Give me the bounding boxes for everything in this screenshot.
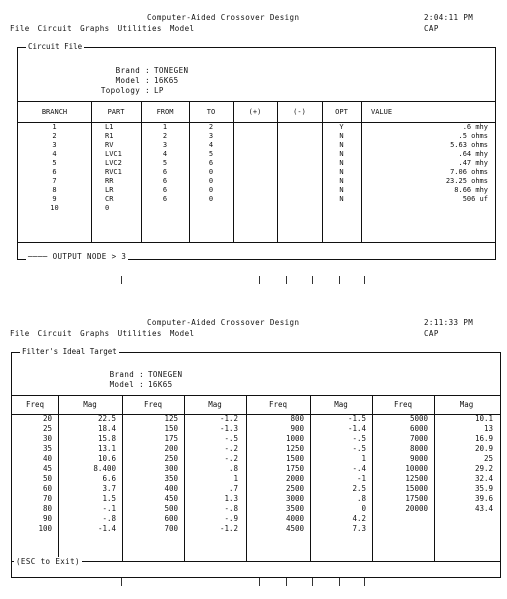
table-cell: -.8	[102, 514, 116, 523]
table-cell: 506 uf	[462, 195, 488, 203]
model-value-2: 16K65	[148, 380, 173, 389]
table-cell	[233, 168, 277, 177]
table-row	[12, 434, 499, 444]
exit-hint[interactable]: (ESC to Exit)	[16, 557, 80, 566]
table-cell: N	[339, 186, 344, 194]
circuit-file-panel	[17, 42, 496, 261]
table-cell: .64 mhy	[458, 150, 488, 158]
panel-title-2: Filter's Ideal Target	[22, 347, 117, 356]
table-row	[18, 204, 494, 213]
brand-value-2: TONEGEN	[148, 370, 183, 379]
table-cell: 15.8	[97, 434, 116, 443]
table-cell: 600	[164, 514, 178, 523]
table-cell: -1.5	[347, 414, 366, 423]
table-cell: CR	[105, 195, 114, 203]
menu-utilities[interactable]: Utilities	[117, 24, 162, 33]
table-cell: 3000	[285, 494, 304, 503]
table-cell: -1.3	[219, 424, 238, 433]
table-cell: 2500	[285, 484, 304, 493]
table-row	[12, 414, 499, 424]
table-cell: 3	[208, 132, 214, 140]
col-freq-3: Freq	[268, 400, 288, 409]
menu-file[interactable]: File	[10, 329, 30, 338]
table-cell: 25	[42, 424, 52, 433]
table-cell: 40	[42, 454, 52, 463]
table-cell: 10.1	[474, 414, 493, 423]
table-cell: 8000	[409, 444, 428, 453]
clock-time-2: 2:11:33 PM	[424, 318, 474, 327]
app-tag-2: CAP	[424, 329, 439, 338]
col-freq-2: Freq	[143, 400, 163, 409]
table-row	[18, 159, 494, 168]
table-row	[12, 444, 499, 454]
col-mag-4: Mag	[459, 400, 474, 409]
table-cell: 20.9	[474, 444, 493, 453]
table-cell	[233, 123, 277, 132]
table-row	[12, 494, 499, 504]
table-cell: 4	[162, 150, 168, 158]
table-cell: 25	[483, 454, 493, 463]
ideal-target-panel	[11, 347, 501, 578]
table-row	[18, 132, 494, 141]
table-cell: 700	[164, 524, 178, 533]
table-cell: LVC2	[105, 159, 122, 167]
menu-circuit[interactable]: Circuit	[37, 329, 73, 338]
col-plus: (+)	[248, 108, 262, 116]
table-cell: 3500	[285, 504, 304, 513]
table-cell: -1.4	[97, 524, 116, 533]
table-cell	[233, 132, 277, 141]
table-cell: 80	[42, 504, 52, 513]
table-cell: 500	[164, 504, 178, 513]
brand-label-2: Brand :	[109, 370, 144, 379]
table-row	[18, 141, 494, 150]
menu-utilities[interactable]: Utilities	[117, 329, 162, 338]
table-cell: N	[339, 150, 344, 158]
app-tag: CAP	[424, 24, 439, 33]
table-cell: 6	[162, 177, 168, 185]
table-cell: 125	[164, 414, 178, 423]
model-label-2: Model :	[109, 380, 144, 389]
table-cell: LVC1	[105, 150, 122, 158]
table-cell	[233, 204, 277, 213]
table-cell	[277, 195, 322, 204]
table-cell: 4	[208, 141, 214, 149]
table-cell: 1000	[285, 434, 304, 443]
col-to: TO	[206, 108, 216, 116]
table-cell: 1	[233, 474, 238, 483]
table-header-row	[12, 395, 499, 414]
table-cell: R1	[105, 132, 114, 140]
table-cell: N	[339, 132, 344, 140]
table-cell	[233, 186, 277, 195]
table-cell: 1	[162, 123, 168, 131]
table-cell: 350	[164, 474, 178, 483]
menu-graphs[interactable]: Graphs	[80, 24, 110, 33]
col-freq-4: Freq	[393, 400, 413, 409]
table-cell: Y	[339, 123, 344, 131]
table-cell: 0	[208, 195, 214, 203]
table-cell: 35.9	[474, 484, 493, 493]
table-cell: 6	[208, 159, 214, 167]
table-row	[18, 150, 494, 159]
table-cell: 7000	[409, 434, 428, 443]
col-from: FROM	[156, 108, 174, 116]
table-cell	[361, 204, 494, 213]
table-cell: 5	[52, 159, 57, 167]
table-cell: 0	[105, 204, 110, 212]
table-cell: 3.7	[102, 484, 116, 493]
brand-value: TONEGEN	[154, 66, 189, 75]
table-cell: .8	[356, 494, 366, 503]
table-cell	[277, 132, 322, 141]
table-cell: 7.3	[352, 524, 366, 533]
table-cell: 45	[42, 464, 52, 473]
table-cell	[434, 524, 499, 534]
table-cell: 9	[52, 195, 57, 203]
table-cell: -1.2	[219, 414, 238, 423]
table-cell: 150	[164, 424, 178, 433]
table-cell: N	[339, 177, 344, 185]
table-cell: 29.2	[474, 464, 493, 473]
col-freq-1: Freq	[25, 400, 45, 409]
col-branch: BRANCH	[41, 108, 68, 116]
table-cell: 4500	[285, 524, 304, 533]
menu-bar	[10, 24, 202, 33]
table-cell: 800	[290, 414, 304, 423]
table-cell: 30	[42, 434, 52, 443]
table-cell: 0	[208, 168, 214, 176]
table-cell: -.5	[352, 434, 366, 443]
table-cell	[141, 204, 189, 213]
col-value: VALUE	[371, 108, 393, 116]
table-row	[12, 524, 499, 534]
table-cell: LR	[105, 186, 114, 194]
table-cell: .5 ohms	[458, 132, 488, 140]
table-cell	[277, 168, 322, 177]
table-cell	[372, 514, 434, 524]
table-cell: 4	[52, 150, 57, 158]
table-cell: 2	[162, 132, 168, 140]
table-cell	[233, 177, 277, 186]
table-cell: N	[339, 168, 344, 176]
table-cell: RV	[105, 141, 114, 149]
table-cell: 20	[42, 414, 52, 423]
table-cell: 8.66 mhy	[454, 186, 488, 194]
col-opt: OPT	[335, 108, 348, 116]
clock-time: 2:04:11 PM	[424, 13, 474, 22]
table-cell: 22.5	[97, 414, 116, 423]
table-cell: 13.1	[97, 444, 116, 453]
table-cell	[189, 204, 233, 213]
table-cell: -.5	[352, 444, 366, 453]
table-cell: .6 mhy	[462, 123, 488, 131]
model-label: Model :	[115, 76, 150, 85]
brand-label: Brand :	[115, 66, 150, 75]
table-cell: 20000	[405, 504, 428, 513]
table-cell: -1	[356, 474, 366, 483]
table-cell	[322, 204, 361, 213]
menu-file[interactable]: File	[10, 24, 30, 33]
table-cell: .47 mhy	[458, 159, 488, 167]
table-cell: 13	[483, 424, 493, 433]
table-cell: 300	[164, 464, 178, 473]
table-cell	[233, 159, 277, 168]
table-row	[12, 484, 499, 494]
table-cell: 4000	[285, 514, 304, 523]
table-cell: -.9	[224, 514, 238, 523]
table-cell: 1	[52, 123, 57, 131]
table-cell: 100	[38, 524, 52, 533]
table-cell: 1.5	[102, 494, 116, 503]
table-cell: -1.4	[347, 424, 366, 433]
table-cell	[277, 123, 322, 132]
branch-table	[18, 101, 494, 213]
table-cell	[277, 159, 322, 168]
table-cell: 2	[208, 123, 214, 131]
table-cell: 6000	[409, 424, 428, 433]
table-cell: 32.4	[474, 474, 493, 483]
table-row	[18, 123, 494, 132]
table-row	[18, 195, 494, 204]
table-row	[12, 504, 499, 514]
table-cell	[372, 524, 434, 534]
table-cell: 23.25 ohms	[445, 177, 488, 185]
table-cell: -.2	[224, 444, 238, 453]
col-part: PART	[107, 108, 125, 116]
table-row	[12, 424, 499, 434]
table-cell: 6	[162, 186, 168, 194]
target-table-body	[12, 414, 499, 534]
table-cell: 39.6	[474, 494, 493, 503]
table-row	[18, 186, 494, 195]
table-cell: 35	[42, 444, 52, 453]
table-cell: 5	[162, 159, 168, 167]
table-cell	[233, 141, 277, 150]
table-cell: 6.6	[102, 474, 116, 483]
table-cell: 3	[162, 141, 168, 149]
table-cell: 400	[164, 484, 178, 493]
table-cell: N	[339, 195, 344, 203]
table-cell: 70	[42, 494, 52, 503]
col-mag-3: Mag	[334, 400, 348, 409]
table-cell: 10000	[405, 464, 428, 473]
table-cell: 6	[162, 168, 168, 176]
table-cell: 10	[50, 204, 59, 212]
table-cell: L1	[105, 123, 114, 131]
topology-value: LP	[154, 86, 164, 95]
table-cell: -.8	[224, 504, 238, 513]
table-cell: 7	[52, 177, 57, 185]
table-row	[18, 168, 494, 177]
table-cell: 1500	[285, 454, 304, 463]
table-cell	[434, 514, 499, 524]
table-cell: 0	[208, 177, 214, 185]
table-cell: 5000	[409, 414, 428, 423]
target-table	[12, 395, 499, 534]
table-cell: 0	[208, 186, 214, 194]
table-cell: 1	[361, 454, 366, 463]
table-cell: RVC1	[105, 168, 122, 176]
table-cell: N	[339, 141, 344, 149]
table-cell: RR	[105, 177, 114, 185]
table-cell	[277, 141, 322, 150]
table-cell: -.2	[224, 454, 238, 463]
table-cell: 5.63 ohms	[450, 141, 488, 149]
table-cell: -1.2	[219, 524, 238, 533]
table-cell	[277, 204, 322, 213]
table-cell: 90	[42, 514, 52, 523]
table-cell: 18.4	[97, 424, 116, 433]
table-cell: -.1	[102, 504, 116, 513]
table-cell: 4.2	[352, 514, 366, 523]
table-cell: 200	[164, 444, 178, 453]
table-row	[12, 454, 499, 464]
table-cell: .7	[228, 484, 238, 493]
col-mag-1: Mag	[83, 400, 97, 409]
table-cell: 1.3	[224, 494, 238, 503]
table-cell: N	[339, 159, 344, 167]
table-cell	[233, 150, 277, 159]
table-header-row	[18, 101, 494, 123]
table-cell: 15000	[405, 484, 428, 493]
output-node-text: OUTPUT NODE > 3	[52, 252, 127, 261]
output-node-status: ──── OUTPUT NODE > 3	[28, 252, 127, 261]
table-cell: 1750	[285, 464, 304, 473]
table-cell: 2	[52, 132, 57, 140]
table-cell: -.5	[224, 434, 238, 443]
table-cell: 8	[52, 186, 57, 194]
table-row	[12, 474, 499, 484]
table-cell: 0	[361, 504, 366, 513]
table-cell: 6	[162, 195, 168, 203]
table-cell: 900	[290, 424, 304, 433]
table-cell: .8	[228, 464, 238, 473]
table-cell: 1250	[285, 444, 304, 453]
table-cell: 43.4	[474, 504, 493, 513]
col-mag-2: Mag	[208, 400, 222, 409]
menu-circuit[interactable]: Circuit	[37, 24, 73, 33]
menu-graphs[interactable]: Graphs	[80, 329, 110, 338]
table-cell: 2.5	[352, 484, 366, 493]
table-cell: 60	[42, 484, 52, 493]
table-cell	[277, 150, 322, 159]
table-row	[18, 177, 494, 186]
table-cell: 175	[164, 434, 178, 443]
model-value: 16K65	[154, 76, 179, 85]
table-cell: 450	[164, 494, 178, 503]
table-cell: 12500	[405, 474, 428, 483]
menu-model[interactable]: Model	[169, 329, 195, 338]
table-cell: 250	[164, 454, 178, 463]
menu-model[interactable]: Model	[169, 24, 195, 33]
col-minus: (-)	[293, 108, 306, 116]
table-cell	[233, 195, 277, 204]
table-cell: 17500	[405, 494, 428, 503]
table-cell: 8.400	[93, 464, 116, 473]
table-cell	[277, 186, 322, 195]
table-row	[12, 514, 499, 524]
table-cell: 16.9	[474, 434, 493, 443]
table-cell: 5	[208, 150, 214, 158]
table-row	[12, 464, 499, 474]
table-cell: 50	[42, 474, 52, 483]
menu-bar-2	[10, 329, 202, 338]
app-title: Computer-Aided Crossover Design	[147, 13, 300, 22]
table-cell: 2000	[285, 474, 304, 483]
table-cell: 7.06 ohms	[450, 168, 488, 176]
topology-label: Topology :	[100, 86, 150, 95]
table-cell: 9000	[409, 454, 428, 463]
table-cell: 6	[52, 168, 57, 176]
table-cell: -.4	[352, 464, 366, 473]
table-cell	[277, 177, 322, 186]
table-cell: 10.6	[97, 454, 116, 463]
app-title-2: Computer-Aided Crossover Design	[147, 318, 300, 327]
branch-table-body	[18, 123, 494, 213]
table-cell: 3	[52, 141, 57, 149]
panel-title: Circuit File	[28, 42, 83, 51]
exit-hint-text: ESC to Exit	[20, 557, 75, 566]
